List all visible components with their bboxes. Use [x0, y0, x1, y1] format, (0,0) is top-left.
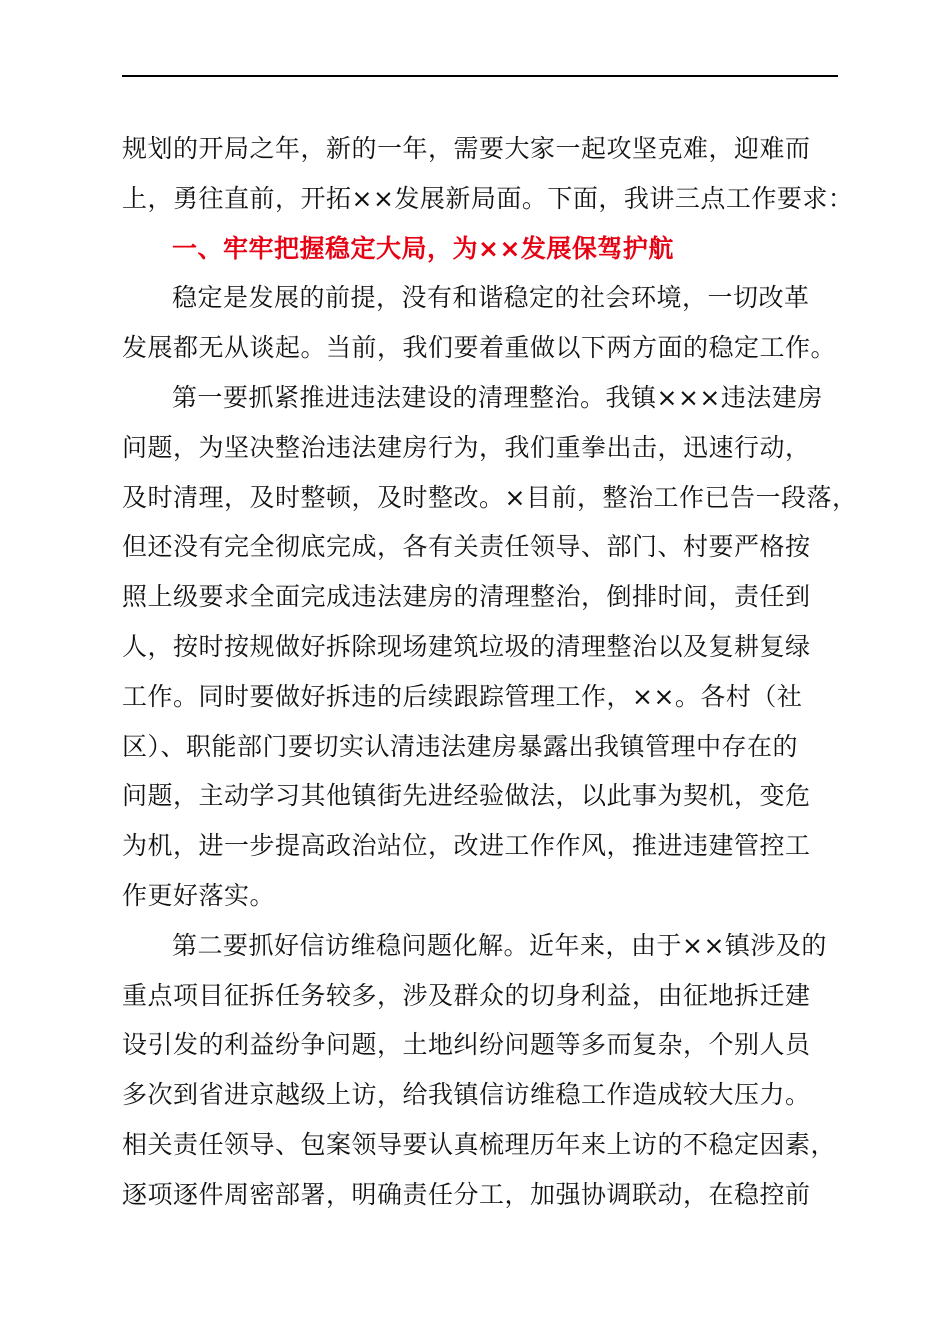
text-line: 设引发的利益纷争问题，土地纠纷问题等多而复杂，个别人员 [122, 1030, 811, 1060]
header-rule [122, 75, 838, 77]
body-text [122, 124, 862, 1220]
text-line: 作更好落实。 [122, 880, 276, 910]
text-line: 区）、职能部门要切实认清违法建房暴露出我镇管理中存在的 [122, 731, 799, 761]
text-line: 工作。同时要做好拆违的后续跟踪管理工作，××。各村（社 [122, 681, 803, 711]
text-line: 问题，主动学习其他镇街先进经验做法，以此事为契机，变危 [122, 781, 811, 811]
text-line: 多次到省进京越级上访，给我镇信访维稳工作造成较大压力。 [122, 1080, 811, 1110]
text-line: 照上级要求全面完成违法建房的清理整治，倒排时间，责任到 [122, 582, 811, 612]
text-line: 逐项逐件周密部署，明确责任分工，加强协调联动，在稳控前 [122, 1179, 811, 1209]
text-line: 为机，进一步提高政治站位，改进工作作风，推进违建管控工 [122, 831, 811, 861]
text-line: 人，按时按规做好拆除现场建筑垃圾的清理整治以及复耕复绿 [122, 631, 811, 661]
text-line: 规划的开局之年，新的一年，需要大家一起攻坚克难，迎难而 [122, 134, 811, 163]
text-line: 重点项目征拆任务较多，涉及群众的切身利益，由征地拆迁建 [122, 980, 811, 1010]
text-line: 问题，为坚决整治违法建房行为，我们重拳出击，迅速行动， [122, 432, 811, 462]
section-heading: 一、牢牢把握稳定大局，为××发展保驾护航 [172, 233, 674, 263]
text-line: 上，勇往直前，开拓××发展新局面。下面，我讲三点工作要求： [122, 183, 854, 213]
text-line: 稳定是发展的前提，没有和谐稳定的社会环境，一切改革 [172, 283, 810, 313]
text-line: 及时清理，及时整顿，及时整改。×目前，整治工作已告一段落， [122, 482, 858, 512]
text-line: 第二要抓好信访维稳问题化解。近年来，由于××镇涉及的 [172, 930, 827, 960]
text-line: 发展都无从谈起。当前，我们要着重做以下两方面的稳定工作。 [122, 333, 837, 363]
text-line: 但还没有完全彻底完成，各有关责任领导、部门、村要严格按 [122, 532, 811, 562]
text-line: 第一要抓紧推进违法建设的清理整治。我镇×××违法建房 [172, 382, 823, 412]
text-line: 相关责任领导、包案领导要认真梳理历年来上访的不稳定因素， [122, 1129, 837, 1159]
